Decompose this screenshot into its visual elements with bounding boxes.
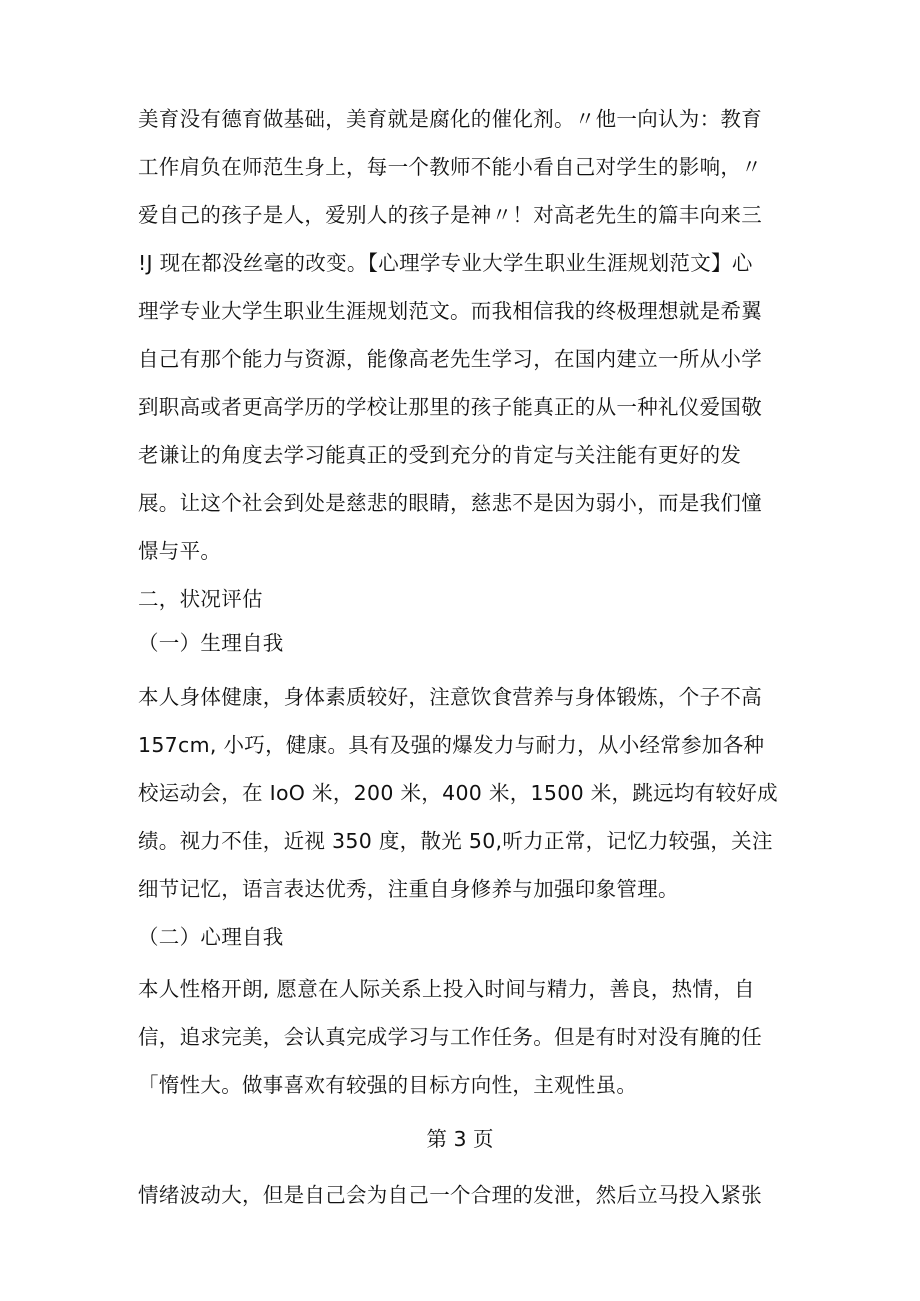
subsection-heading-psychological: （二）心理自我 (138, 925, 284, 949)
text-line-17: 细节记忆，语言表达优秀，注重自身修养与加强印象管理。 (138, 877, 679, 901)
text-line-20: 信，追求完美，会认真完成学习与工作任务。但是有时对没有腌的任 (138, 1025, 762, 1049)
text-line-13: 本人身体健康，身体素质较好，注意饮食营养与身体锻炼，个子不高 (138, 685, 762, 709)
text-line-2: 工作肩负在师范生身上，每一个教师不能小看自己对学生的影响，〃 (138, 155, 762, 179)
text-line-15: 校运动会，在 IoO 米，200 米，400 米，1500 米，跳远均有较好成 (138, 781, 778, 805)
subsection-heading-physical: （一）生理自我 (138, 631, 284, 655)
text-line-16: 绩。视力不佳，近视 350 度，散光 50,听力正常，记忆力较强，关注 (138, 829, 773, 853)
text-line-7: 到职高或者更高学历的学校让那里的孩子能真正的从一种礼仪爱国敬 (138, 395, 762, 419)
text-line-1: 美育没有德育做基础，美育就是腐化的催化剂。〃他一向认为：教育 (138, 107, 762, 131)
text-line-14: 157cm, 小巧，健康。具有及强的爆发力与耐力，从小经常参加各种 (138, 733, 765, 757)
text-line-8: 老谦让的角度去学习能真正的受到充分的肯定与关注能有更好的发 (138, 443, 742, 467)
text-line-21: 「惰性大。做事喜欢有较强的目标方向性，主观性虽。 (138, 1073, 638, 1097)
text-line-9: 展。让这个社会到处是慈悲的眼睛，慈悲不是因为弱小，而是我们憧 (138, 491, 762, 515)
text-line-4: !J 现在都没丝毫的改变。【心理学专业大学生职业生涯规划范文】心 (138, 251, 753, 275)
text-line-6: 自己有那个能力与资源，能像高老先生学习，在国内建立一所从小学 (138, 347, 762, 371)
text-line-5: 理学专业大学生职业生涯规划范文。而我相信我的终极理想就是希翼 (138, 299, 762, 323)
section-heading: 二，状况评估 (138, 587, 263, 611)
text-line-3: 爱自己的孩子是人，爱别人的孩子是神〃！对高老先生的篇丰向来三 (138, 203, 762, 227)
text-line-19: 本人性格开朗, 愿意在人际关系上投入时间与精力，善良，热情，自 (138, 977, 755, 1001)
text-line-10: 憬与平。 (138, 539, 222, 563)
text-line-22: 情绪波动大，但是自己会为自己一个合理的发泄，然后立马投入紧张 (138, 1183, 762, 1207)
page-number: 第 3 页 (426, 1127, 494, 1151)
